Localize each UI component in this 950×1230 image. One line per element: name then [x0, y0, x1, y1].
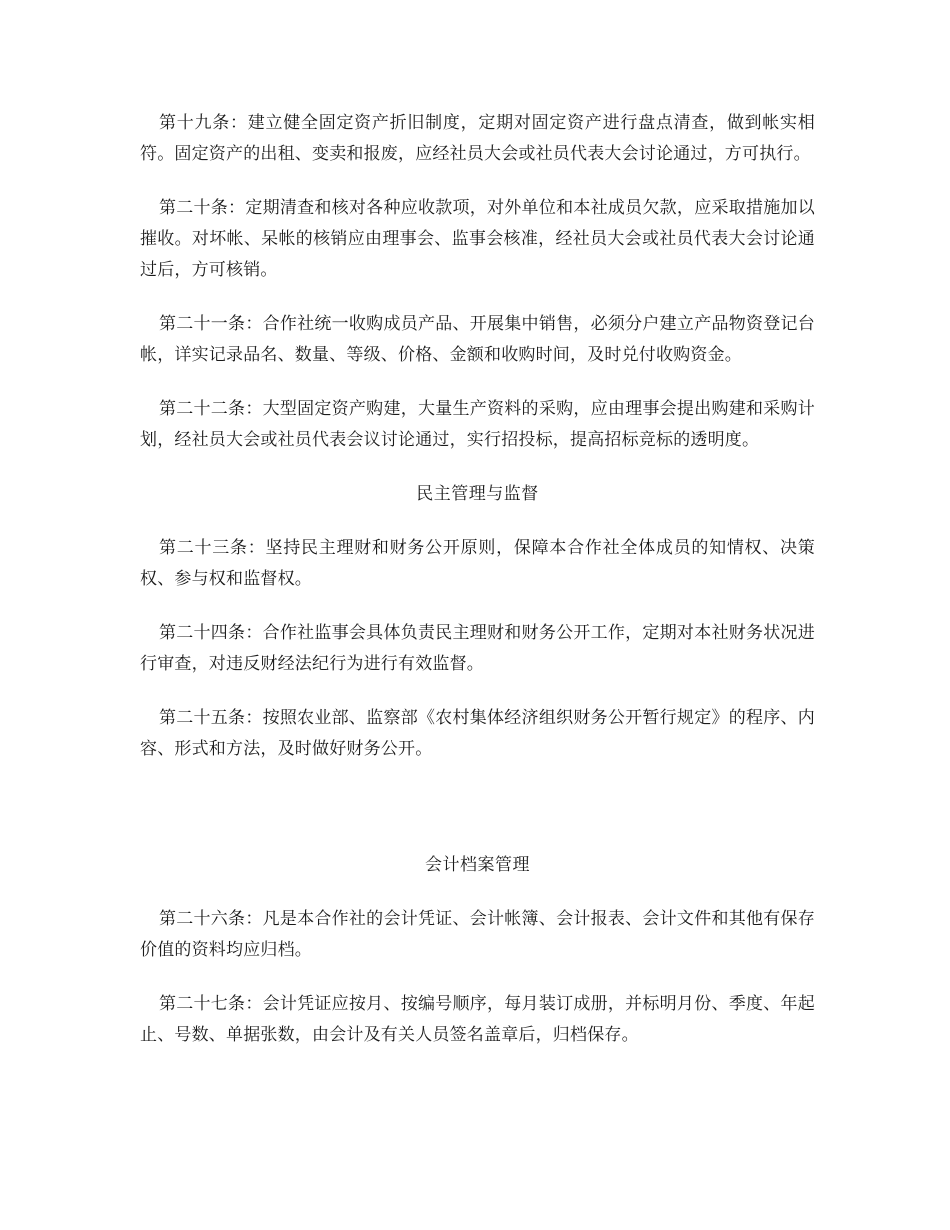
- article-25: 第二十五条：按照农业部、监察部《农村集体经济组织财务公开暂行规定》的程序、内容、形式和方法，及时做好财务公开。: [140, 708, 815, 759]
- section-spacer: [140, 788, 815, 850]
- article-21: 第二十一条：合作社统一收购成员产品、开展集中销售，必须分户建立产品物资登记台帐，详实记录品名、数量、等级、价格、金额和收购时间，及时兑付收购资金。: [140, 314, 815, 365]
- article-23: 第二十三条：坚持民主理财和财务公开原则，保障本合作社全体成员的知情权、决策权、参与权和监督权。: [140, 538, 815, 589]
- section-heading-accounting-archives: 会计档案管理: [425, 855, 530, 875]
- article-26: 第二十六条：凡是本合作社的会计凭证、会计帐簿、会计报表、会计文件和其他有保存价值的资料均应归档。: [140, 909, 815, 960]
- article-19: 第十九条：建立健全固定资产折旧制度，定期对固定资产进行盘点清查，做到帐实相符。固定资产的出租、变卖和报废，应经社员大会或社员代表大会讨论通过，方可执行。: [140, 113, 815, 164]
- document-page: [140, 108, 815, 1074]
- article-20: 第二十条：定期清查和核对各种应收款项，对外单位和本社成员欠款，应采取措施加以摧收。对坏帐、呆帐的核销应由理事会、监事会核准，经社员大会或社员代表大会讨论通过后，方可核销。: [140, 198, 815, 280]
- section-heading-democratic-management: 民主管理与监督: [416, 484, 539, 504]
- article-27: 第二十七条：会计凭证应按月、按编号顺序，每月装订成册，并标明月份、季度、年起止、号数、单据张数，由会计及有关人员签名盖章后，归档保存。: [140, 994, 815, 1045]
- article-24: 第二十四条：合作社监事会具体负责民主理财和财务公开工作，定期对本社财务状况进行审查，对违反财经法纪行为进行有效监督。: [140, 623, 815, 674]
- article-22: 第二十二条：大型固定资产购建，大量生产资料的采购，应由理事会提出购建和采购计划，经社员大会或社员代表会议讨论通过，实行招投标，提高招标竞标的透明度。: [140, 399, 815, 450]
